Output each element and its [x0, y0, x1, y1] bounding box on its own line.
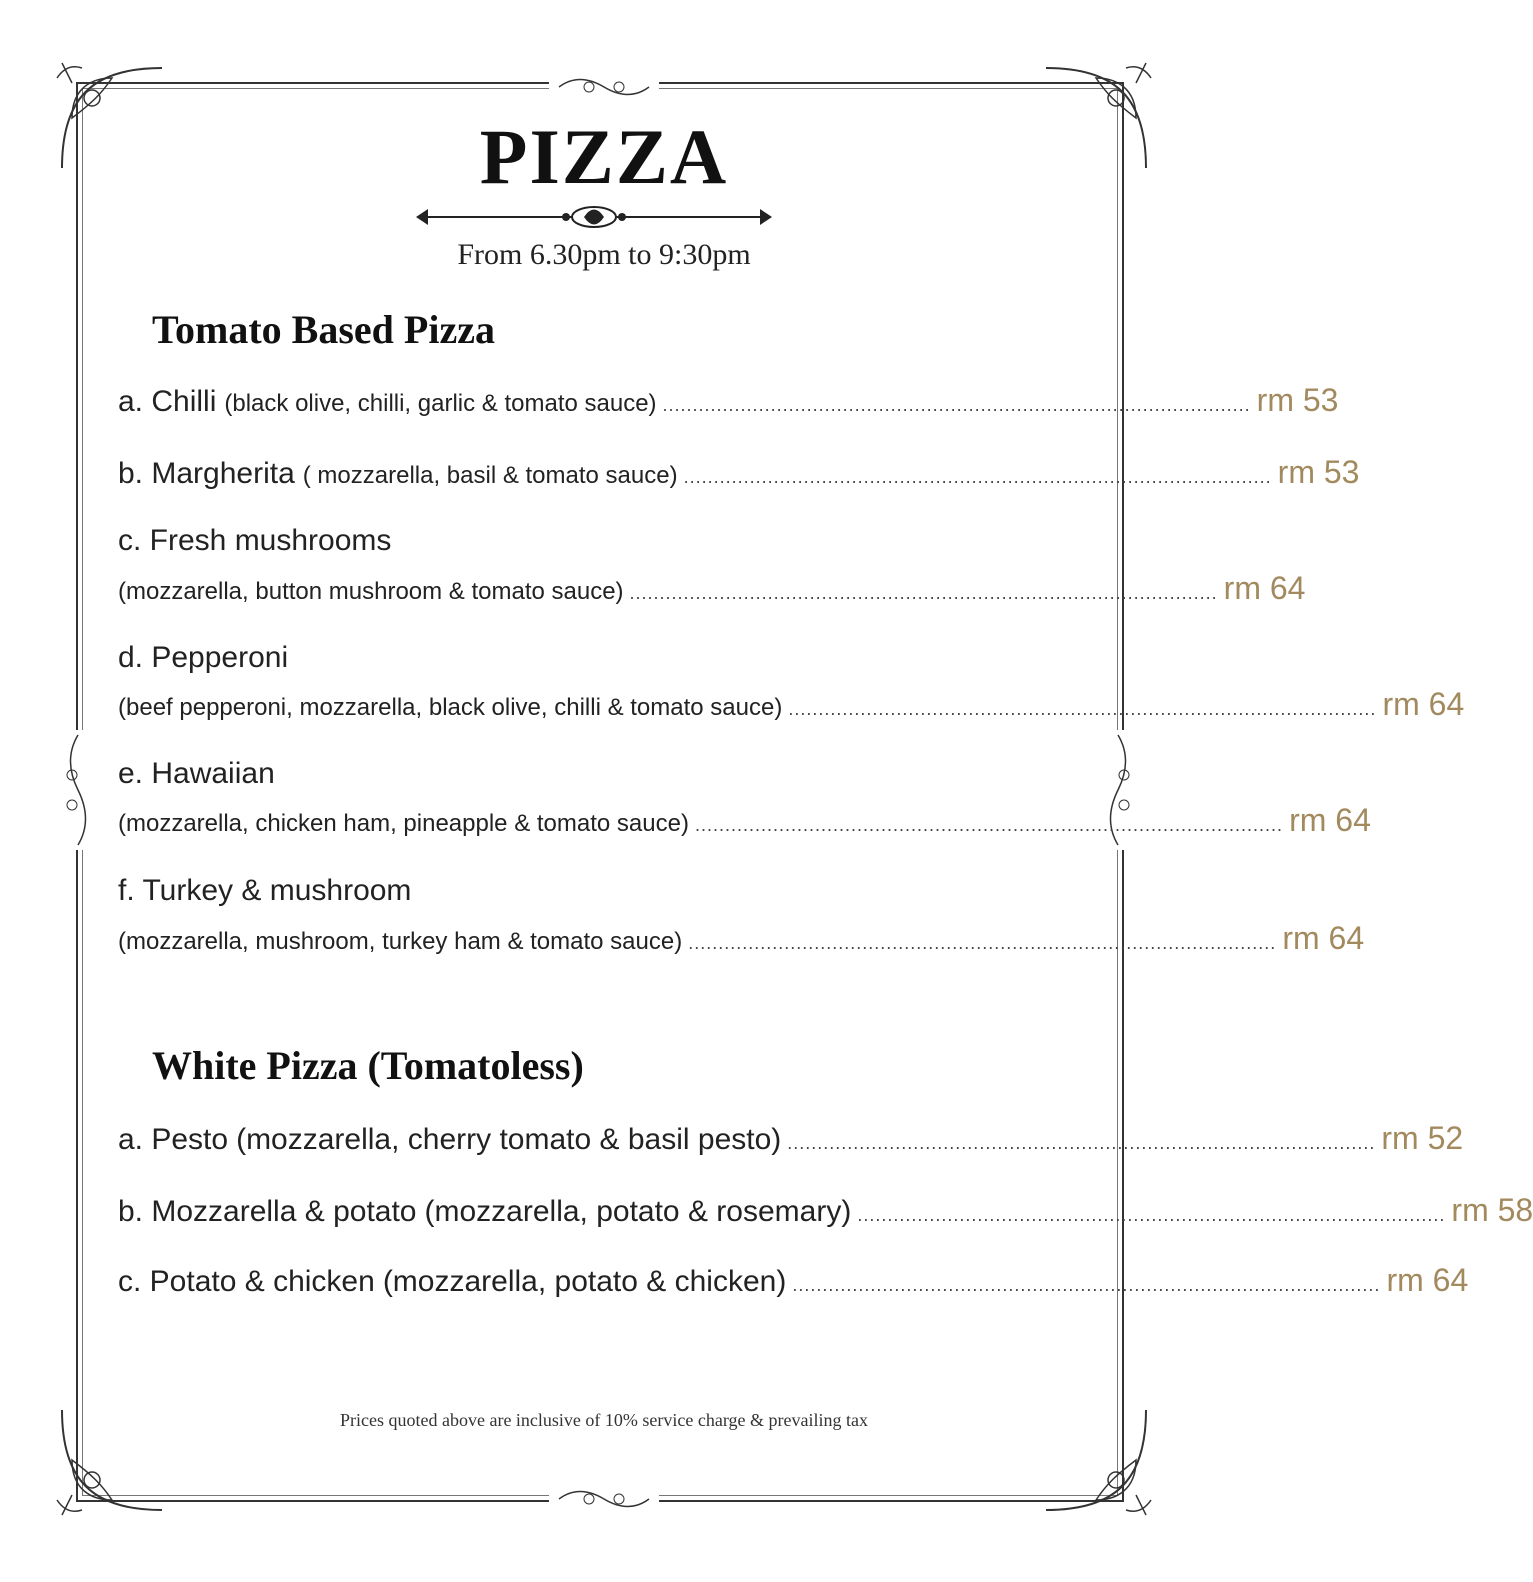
menu-item [118, 1120, 1464, 1157]
dot-leader: .................................................................................................. [683, 467, 1272, 487]
item-name: f. Turkey & mushroom [118, 874, 412, 907]
item-description: (mozzarella, mushroom, turkey ham & tomato sauce) [118, 928, 683, 955]
menu-item [118, 1262, 1469, 1299]
dot-leader: .................................................................................................. [662, 395, 1251, 415]
item-price: rm 64 [1386, 1262, 1469, 1298]
menu-item [118, 382, 1339, 419]
item-price: rm 64 [1282, 920, 1365, 956]
dot-leader: .................................................................................................. [787, 1133, 1376, 1153]
item-price: rm 52 [1381, 1120, 1464, 1156]
dot-leader: .................................................................................................. [788, 699, 1377, 719]
menu-item [118, 920, 1365, 957]
item-price: rm 64 [1382, 686, 1465, 722]
dot-leader: .................................................................................................. [629, 583, 1218, 603]
item-price: rm 64 [1289, 802, 1371, 838]
dot-leader: .................................................................................................. [688, 933, 1277, 953]
page-title: PIZZA [479, 113, 729, 200]
section-title-tomato: Tomato Based Pizza [152, 307, 495, 352]
item-name: b. Margherita [118, 457, 295, 490]
item-description: (mozzarella, button mushroom & tomato sauce) [118, 578, 624, 605]
menu-item [118, 454, 1360, 491]
item-name: e. Hawaiian [118, 757, 275, 790]
menu-item [118, 1192, 1533, 1229]
item-price: rm 53 [1277, 454, 1360, 490]
scroll-ornament-icon [549, 72, 659, 102]
item-description: ( mozzarella, basil & tomato sauce) [302, 462, 678, 489]
item-name: d. Pepperoni [118, 641, 289, 674]
item-description: (mozzarella, cherry tomato & basil pesto) [236, 1123, 782, 1156]
item-description: (mozzarella, potato & chicken) [382, 1265, 787, 1298]
item-description: (beef pepperoni, mozzarella, black olive, chilli & tomato sauce) [118, 694, 783, 721]
section-title-white: White Pizza (Tomatoless) [152, 1043, 584, 1088]
item-name: a. Pesto [118, 1123, 229, 1156]
item-price: rm 53 [1256, 382, 1339, 418]
item-name: c. Potato & chicken [118, 1265, 375, 1298]
serving-hours: From 6.30pm to 9:30pm [457, 238, 751, 271]
scroll-ornament-icon [549, 1484, 659, 1514]
item-name: c. Fresh mushrooms [118, 524, 392, 557]
price-disclaimer: Prices quoted above are inclusive of 10% service charge & prevailing tax [340, 1410, 868, 1430]
item-price: rm 58 [1451, 1192, 1533, 1228]
dot-leader: .................................................................................................. [792, 1275, 1381, 1295]
divider-flourish-icon [408, 200, 780, 234]
menu-item [118, 686, 1465, 723]
item-description: (black olive, chilli, garlic & tomato sauce) [224, 390, 657, 417]
dot-leader: .................................................................................................. [857, 1205, 1446, 1225]
item-description: (mozzarella, potato & rosemary) [424, 1195, 852, 1228]
item-name: a. Chilli [118, 385, 217, 418]
dot-leader: .................................................................................................. [694, 815, 1284, 835]
scroll-ornament-icon [58, 730, 98, 850]
menu-item [118, 802, 1371, 839]
menu-item [118, 570, 1306, 607]
item-name: b. Mozzarella & potato [118, 1195, 417, 1228]
item-price: rm 64 [1223, 570, 1306, 606]
item-description: (mozzarella, chicken ham, pineapple & tomato sauce) [118, 810, 689, 837]
